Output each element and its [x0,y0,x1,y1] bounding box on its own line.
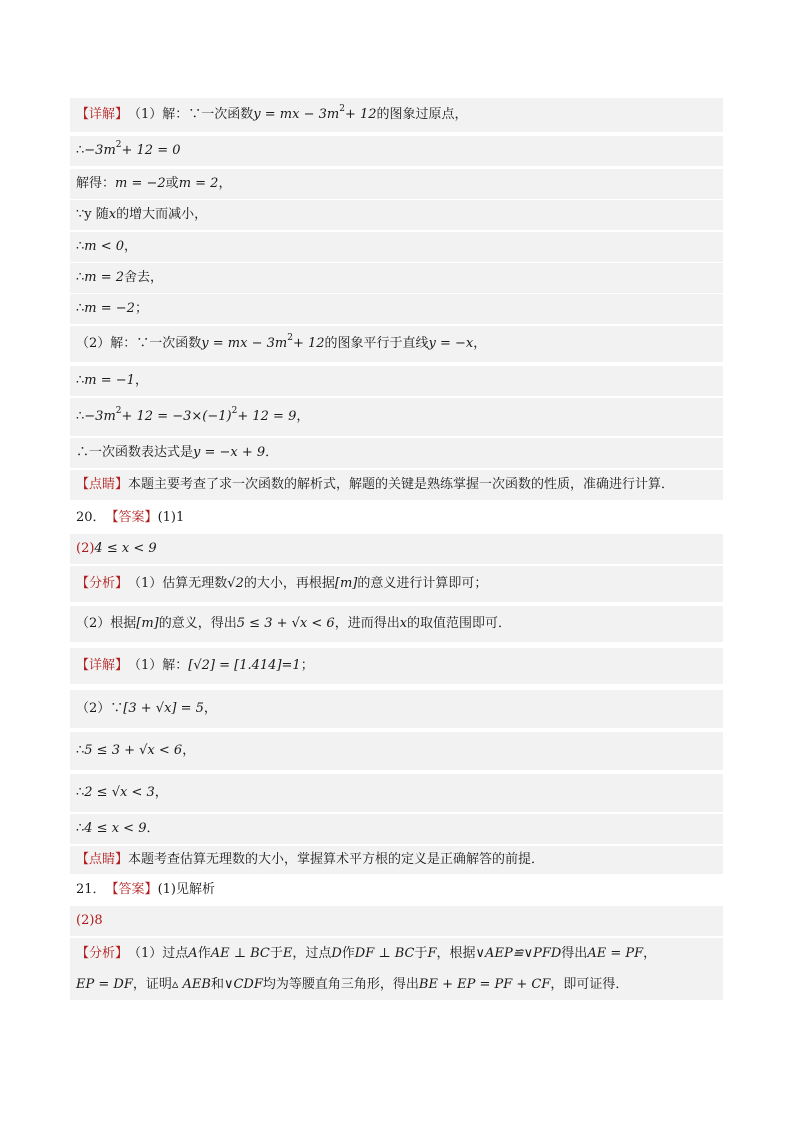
line-l24 [70,906,723,936]
text-segment: ； [300,658,314,673]
text-segment: 解得： [76,176,116,191]
section-tag: 【点睛】 [76,477,129,492]
line-l16 [70,606,723,642]
text-segment: （1）解： [128,658,189,673]
math-expression: m = −2 [84,301,135,316]
math-expression: EP = DF [76,977,133,992]
line-l13 [70,503,723,533]
line-l8 [70,326,723,362]
math-expression: 5 ≤ 3 + √x < 6 [84,743,183,758]
section-tag: 【分析】 [76,576,129,591]
math-expression: E [282,946,293,961]
math-expression: y = −x + 9 [193,445,266,460]
math-expression: + 12 = −3×(−1) [121,409,232,424]
section-tag: 【点睛】 [76,852,129,867]
math-expression: m = 2 [178,176,219,191]
text-segment: （2）根据 [76,616,137,631]
math-expression: x [108,207,117,222]
line-l25 [70,938,723,970]
text-segment: （1）解：∵一次函数 [128,107,254,122]
section-tag: 【答案】 [105,882,158,897]
text-segment: ， [643,946,657,961]
text-segment: ． [265,445,279,460]
text-segment: ∴ [76,409,85,424]
superscript: 2 [115,406,122,416]
line-l3 [70,169,723,199]
line-l9 [70,366,723,396]
text-segment: 作 [197,946,211,961]
superscript: 2 [115,140,122,150]
math-expression: + 12 = 9 [237,409,297,424]
math-expression: m = −1 [84,373,135,388]
section-tag: 【分析】 [76,946,129,961]
text-segment: ∴ [76,270,85,285]
line-l11 [70,438,723,468]
math-expression: x [399,616,408,631]
line-l22 [70,846,723,874]
text-segment: (1)1 [157,510,185,525]
line-l6 [70,263,723,293]
text-segment: ，即可证得． [550,977,629,992]
text-segment: ∴一次函数表达式是 [76,445,194,460]
text-segment: （2）∵ [76,701,124,716]
line-l26 [70,970,723,1000]
text-segment: ，证明 [132,977,172,992]
text-segment: 和 [210,977,224,992]
text-segment: ， [203,701,217,716]
line-l20 [70,774,723,812]
text-segment: 的意义，得出 [158,616,237,631]
math-expression: DF ⊥ BC [354,946,415,961]
math-expression: −3m [84,409,116,424]
text-segment: 本题主要考查了求一次函数的解析式，解题的关键是熟练掌握一次函数的性质，准确进行计算． [128,477,675,492]
math-expression: BE + EP = PF + CF [418,977,551,992]
text-segment: 的增大而减小， [116,207,208,222]
text-segment: ∴ [76,785,85,800]
text-segment: ， [124,239,138,254]
math-expression: + 12 = 0 [121,143,181,158]
text-segment: ∵y 随 [76,207,109,222]
line-l14 [70,534,723,564]
text-segment: 20． [76,510,106,525]
text-segment: 的意义进行计算即可； [357,576,488,591]
text-segment: ， [473,336,487,351]
text-segment: ∴ [76,239,85,254]
math-expression: 4 ≤ x < 9 [94,541,157,556]
line-l10 [70,398,723,436]
line-l17 [70,648,723,684]
math-expression: [m] [334,576,358,591]
line-l15 [70,566,723,602]
math-expression: −3m [84,143,116,158]
line-l5 [70,232,723,262]
superscript: 2 [339,104,345,114]
text-segment: 均为等腰直角三角形，得出 [262,977,419,992]
section-tag: 【答案】 [105,510,158,525]
text-segment: 本题考查估算无理数的大小，掌握算术平方根的定义是正确解答的前提． [128,852,545,867]
math-expression: √2 [227,576,244,591]
line-l18 [70,690,723,728]
text-segment: 的图象平行于直线 [324,336,429,351]
math-expression: ▵ AEB [171,977,211,992]
math-expression: A [188,946,198,961]
text-segment: ∴ [76,743,85,758]
text-segment: 的取值范围即可． [407,616,512,631]
section-tag: (2)8 [76,913,103,928]
math-expression: + 12 [292,336,325,351]
line-l2 [70,136,723,166]
text-segment: 作 [341,946,355,961]
text-segment: ∴ [76,301,85,316]
line-l12 [70,470,723,500]
math-expression: y = mx − 3m [253,107,340,122]
math-expression: m < 0 [84,239,125,254]
text-segment: 舍去， [124,270,164,285]
text-segment: ，进而得出 [334,616,400,631]
text-segment: ； [134,301,148,316]
math-expression: + 12 [344,107,377,122]
math-expression: [m] [136,616,159,631]
line-l19 [70,732,723,770]
section-tag: 【详解】 [76,107,129,122]
text-segment: 或 [165,176,179,191]
line-l7 [70,294,723,324]
text-segment: 的图象过原点， [376,107,468,122]
math-expression: [√2] = [1.414]=1 [188,658,301,673]
text-segment: ，根据 [436,946,476,961]
text-segment: （2）解：∵一次函数 [76,336,202,351]
math-expression: m = −2 [115,176,166,191]
section-tag: (2) [76,541,95,556]
math-expression: ∨CDF [223,977,263,992]
text-segment: （1）估算无理数 [128,576,228,591]
superscript: 2 [287,333,293,343]
text-segment: （1）过点 [128,946,189,961]
text-segment: ∴ [76,821,85,836]
text-segment: 于 [269,946,283,961]
text-segment: ， [296,409,310,424]
math-expression: AE ⊥ BC [210,946,270,961]
text-segment: 的大小，再根据 [243,576,335,591]
text-segment: 于 [414,946,428,961]
text-segment: ，过点 [292,946,332,961]
math-expression: ∨AEP≌∨PFD [475,946,562,961]
text-segment: ， [218,176,232,191]
line-l1 [70,98,723,132]
math-expression: AE = PF [587,946,644,961]
math-expression: y = mx − 3m [201,336,288,351]
superscript: 2 [231,406,238,416]
math-expression: 4 ≤ x < 9 [84,821,147,836]
math-expression: m = 2 [84,270,125,285]
math-expression: 5 ≤ 3 + √x < 6 [236,616,335,631]
text-segment: 得出 [561,946,588,961]
text-segment: 21． [76,882,106,897]
text-segment: (1)见解析 [157,882,215,897]
math-expression: 2 ≤ √x < 3 [84,785,155,800]
text-segment: ， [182,743,196,758]
math-expression: y = −x [428,336,474,351]
line-l23 [70,876,723,904]
math-expression: D [331,946,342,961]
text-segment: ∴ [76,373,85,388]
line-l4 [70,200,723,230]
line-l21 [70,814,723,844]
math-expression: F [427,946,437,961]
text-segment: ， [134,373,148,388]
text-segment: ∴ [76,143,85,158]
section-tag: 【详解】 [76,658,129,673]
text-segment: ． [146,821,160,836]
text-segment: ， [154,785,168,800]
math-expression: [3 + √x] = 5 [123,701,204,716]
